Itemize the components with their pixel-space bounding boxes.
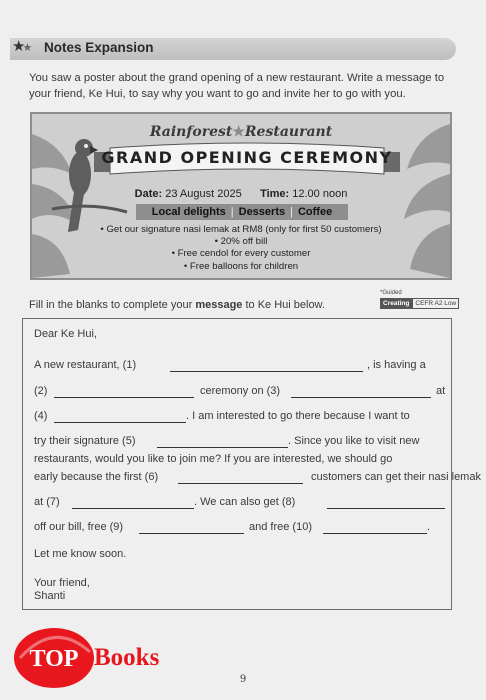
line-4-end: . Since you like to visit new	[288, 435, 420, 447]
line-8-mid: and free (10)	[249, 521, 312, 533]
promotion-item: • Free cendol for every customer	[171, 248, 311, 260]
task-instructions: You saw a poster about the grand opening of a new restaurant. Write a message to your friend, Ke Hui, to say why you want to go and invite her to go with you.	[29, 72, 445, 100]
line-2-end: at	[436, 385, 446, 397]
level-tags	[380, 298, 459, 309]
instruction-text: Fill in the blanks to complete your	[29, 299, 196, 311]
promotion-item: • 20% off bill	[214, 236, 268, 248]
section-title: Notes Expansion	[44, 40, 154, 55]
line-1-start: A new restaurant, (1)	[34, 359, 137, 371]
logo-books-text: Books	[94, 644, 160, 671]
fill-instruction	[29, 299, 325, 311]
blank-8[interactable]	[327, 508, 445, 509]
line-2-mid: ceremony on (3)	[200, 385, 281, 397]
line-7-start: at (7)	[34, 496, 60, 508]
line-4-start: try their signature (5)	[34, 435, 136, 447]
blank-1[interactable]	[170, 371, 363, 372]
restaurant-name	[32, 124, 450, 140]
message-box	[22, 318, 481, 610]
instruction-bold: message	[195, 299, 243, 311]
category-desserts: Desserts	[238, 206, 286, 218]
line-6-start: early because the first (6)	[34, 471, 159, 483]
promotion-item: • Free balloons for children	[183, 260, 299, 272]
line-8-start: off our bill, free (9)	[34, 521, 124, 533]
date-label: Date:	[134, 188, 163, 200]
line-2-start: (2)	[34, 385, 48, 397]
line-5: restaurants, would you like to join me? If you are interested, we should go	[34, 453, 393, 465]
grand-opening-banner-text: GRAND OPENING CEREMONY	[101, 148, 393, 167]
greeting: Dear Ke Hui,	[34, 328, 97, 340]
line-1-end: , is having a	[367, 359, 426, 371]
instruction-text-end: to Ke Hui below.	[242, 299, 325, 311]
blank-2[interactable]	[54, 397, 194, 398]
sender-name: Shanti	[34, 590, 66, 602]
time-value: 12.00 noon	[292, 188, 348, 200]
blank-9[interactable]	[139, 533, 244, 534]
line-3-end: . I am interested to go there because I want to	[186, 410, 410, 422]
restaurant-name-part2: Restaurant	[244, 124, 333, 140]
line-7-mid: . We can also get (8)	[194, 496, 296, 508]
blank-6[interactable]	[178, 483, 303, 484]
star-icon: ★★	[12, 38, 30, 55]
promotions-list	[32, 224, 450, 273]
line-8-end: .	[427, 521, 431, 533]
star-icon: ★	[232, 124, 245, 140]
promotion-item: • Get our signature nasi lemak at RM8 (only for first 50 customers)	[100, 224, 382, 235]
line-6-end: customers can get their nasi lemak	[311, 471, 481, 483]
closing-line: Let me know soon.	[34, 548, 127, 560]
time-label: Time:	[260, 188, 290, 200]
event-datetime	[32, 188, 450, 200]
menu-categories: Local delights | Desserts | Coffee	[136, 204, 348, 220]
sign-off: Your friend,	[34, 577, 90, 589]
blank-3[interactable]	[291, 397, 431, 398]
blank-10[interactable]	[323, 533, 427, 534]
guided-note: *Guided	[380, 290, 402, 296]
restaurant-name-part1: Rainforest	[149, 124, 233, 140]
blank-5[interactable]	[157, 447, 288, 448]
blank-7[interactable]	[72, 508, 194, 509]
category-local-delights: Local delights	[151, 206, 226, 218]
page-number: 9	[239, 674, 247, 685]
blank-4[interactable]	[54, 422, 186, 423]
date-value: 23 August 2025	[165, 188, 242, 200]
line-3-start: (4)	[34, 410, 48, 422]
cefr-tag: CEFR A2 Low	[412, 298, 459, 309]
restaurant-poster	[30, 112, 452, 280]
category-coffee: Coffee	[297, 206, 333, 218]
creating-tag: Creating	[380, 298, 412, 309]
logo-top-text: TOP	[29, 646, 79, 672]
